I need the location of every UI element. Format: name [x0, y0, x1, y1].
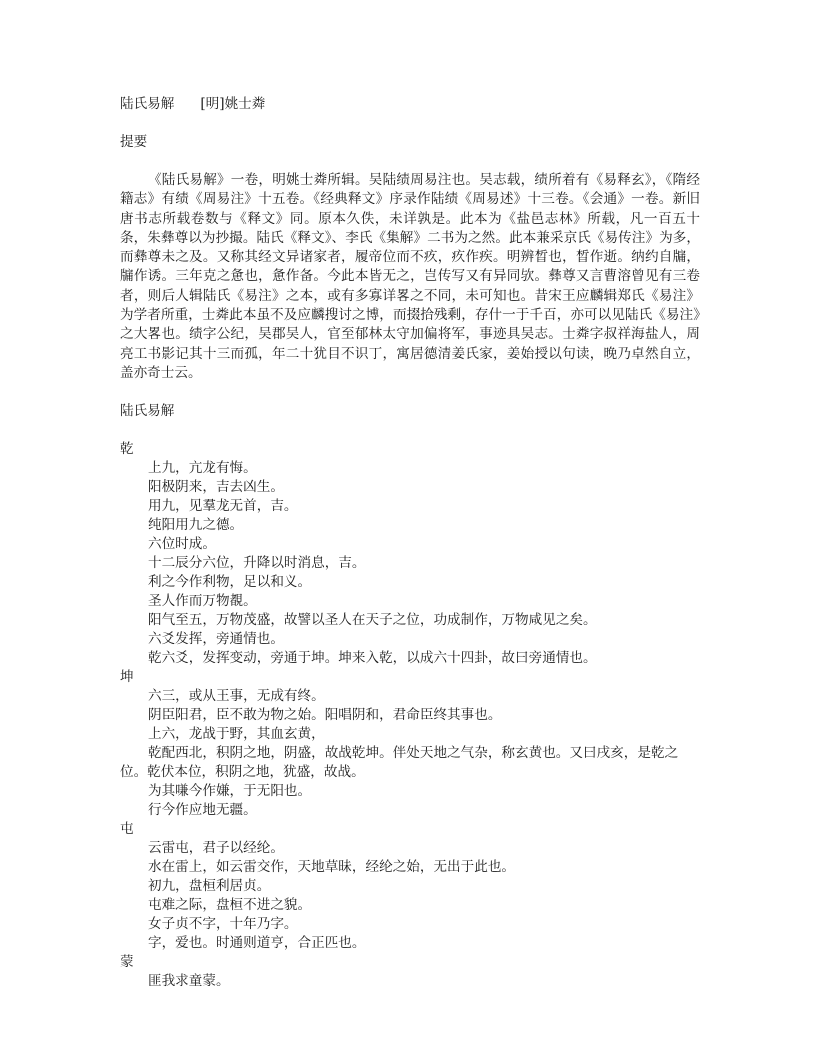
- entry: 圣人作而万物覩。: [148, 593, 257, 610]
- entry: 初九，盘桓利居贞。: [148, 878, 271, 895]
- entry: 水在雷上，如云雷交作，天地草昧，经纶之始，无出于此也。: [148, 859, 516, 876]
- entry: 阴臣阳君，臣不敢为物之始。阳唱阴和，君命臣终其事也。: [148, 707, 502, 724]
- spacer: [120, 421, 700, 440]
- summary-paragraph: 《陆氏易解》一卷，明姚士粦所辑。吴陆绩周易注也。吴志载，绩所着有《易释玄》，《隋经籍志》有绩《周易注》十五卷。《经典释文》序录作陆绩《周易述》十三卷。《会通》一卷。新旧唐书志所载卷数与《释文》同。原本久佚，未详孰是。此本为《盐邑志林》所载，凡一百五十条，朱彝尊以为抄撮。陆氏《释文》、李氏《集解》二书为之然。此本兼采京氏《易传注》为多，而彝尊未之及。又称其经文异诸家者，履帝位而不疚，疚作疾。明辨晳也，晳作逝。纳约自牖，牖作诱。三年克之惫也，惫作备。今此本皆无之，岂传写又有异同欤。彝尊又言曹溶曾见有三卷者，则后人辑陆氏《易注》之本，或有多寡详畧之不同，未可知也。昔宋王应麟辑郑氏《易注》为学者所重，士粦此本虽不及应麟搜讨之博，而掇拾残剩，存什一于千百，亦可以见陆氏《易注》之大畧也。绩字公纪，吴郡吴人，官至郁林太守加偏将军，事迹具吴志。士粦字叔祥海盐人，周亮工书影记其十三而孤，年二十犹目不识丁，寓居德清姜氏家，姜始授以句读，晚乃卓然自立，盖亦奇士云。: [120, 172, 700, 381]
- entry: 上九，亢龙有悔。: [148, 460, 257, 477]
- entry: 行今作应地无疆。: [148, 802, 257, 819]
- hexagram-meng: [120, 953, 700, 991]
- entry: 六位时成。: [148, 536, 216, 553]
- entry: 屯难之际，盘桓不进之貌。: [148, 897, 312, 914]
- entry: 乾六爻，发挥变动，旁通于坤。坤来入乾，以成六十四卦，故曰旁通情也。: [148, 650, 597, 667]
- entry: 字，爱也。时通则道亨，合正匹也。: [148, 935, 366, 952]
- spacer: [120, 114, 700, 133]
- entry: 十二辰分六位，升降以时消息，吉。: [148, 555, 366, 572]
- entry: 纯阳用九之德。: [148, 517, 244, 534]
- entry: 乾配西北，积阴之地，阴盛，故战乾坤。伴处天地之气杂，称玄黄也。又曰戌亥，是乾之位。乾伏本位，积阴之地，犹盛，故战。: [120, 745, 679, 781]
- entry: 用九，见羣龙无首，吉。: [148, 498, 298, 515]
- entry: 为其嗛今作嫌，于无阳也。: [148, 783, 312, 800]
- hexagram-title: 屯: [120, 821, 134, 838]
- entry: 匪我求童蒙。: [148, 973, 230, 990]
- document-page: [120, 95, 700, 991]
- summary-heading: 提要: [120, 134, 148, 150]
- hexagram-title: 乾: [120, 441, 134, 458]
- spacer: [120, 152, 700, 171]
- entry: 上六，龙战于野，其血玄黄，: [148, 726, 325, 743]
- hexagram-title: 坤: [120, 669, 134, 686]
- entry: 六三，或从王事，无成有终。: [148, 688, 325, 705]
- entry: 六爻发挥，旁通情也。: [148, 631, 284, 648]
- entry: 阳气至五，万物茂盛，故譬以圣人在天子之位，功成制作，万物咸见之矣。: [148, 612, 597, 629]
- entry: 女子贞不字，十年乃字。: [148, 916, 298, 933]
- hexagram-zhun: [120, 820, 700, 953]
- document-header: [120, 95, 700, 114]
- hexagram-kun: [120, 668, 700, 820]
- book-title: 陆氏易解: [120, 96, 175, 112]
- spacer: [120, 383, 700, 402]
- entry: 利之今作利物，足以和义。: [148, 574, 312, 591]
- hexagram-title: 蒙: [120, 954, 134, 971]
- main-section-title: 陆氏易解: [120, 403, 175, 420]
- entry: 阳极阴来，吉去凶生。: [148, 479, 284, 496]
- hexagram-qian: [120, 440, 700, 668]
- entry: 云雷屯，君子以经纶。: [148, 840, 284, 857]
- author: [明]姚士粦: [200, 96, 266, 112]
